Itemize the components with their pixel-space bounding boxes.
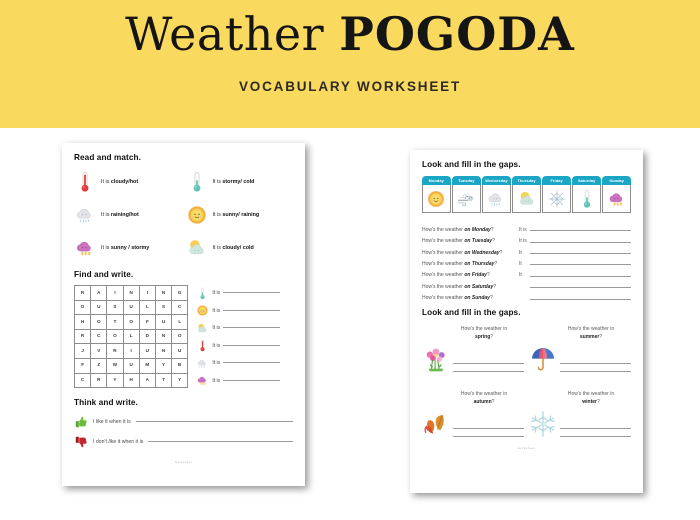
read-and-match-grid [74, 169, 293, 261]
wordsearch-cell[interactable]: C [75, 373, 91, 388]
wordsearch-cell[interactable]: O [172, 329, 188, 344]
seasons-grid [422, 326, 631, 440]
weekday-label: Monday [422, 176, 451, 185]
sun-cloud-icon [517, 189, 537, 209]
weekday-label: Tuesday [452, 176, 481, 185]
thermometer-cold-icon [196, 287, 209, 300]
find-and-write-label: It is [212, 307, 221, 314]
season-cell[interactable] [529, 326, 631, 375]
find-and-write-row [196, 304, 280, 319]
wordsearch-cell[interactable]: O [91, 315, 107, 330]
storm-cloud-icon [74, 236, 96, 260]
storm-cloud-icon [607, 189, 627, 209]
season-answer-line[interactable] [453, 421, 524, 429]
thermometer-cold-icon [577, 189, 597, 209]
umbrella-icon [529, 344, 557, 374]
weekday-question-row [422, 290, 631, 301]
season-answer-blanks[interactable] [560, 421, 631, 439]
wordsearch-cell[interactable]: R [91, 373, 107, 388]
wordsearch-cell[interactable]: H [123, 373, 139, 388]
section-heading-think-and-write: Think and write. [74, 398, 138, 408]
find-and-write-row [196, 321, 280, 336]
wordsearch-row [75, 315, 188, 330]
rain-cloud-icon [74, 203, 96, 227]
weekday-cell[interactable] [512, 176, 541, 213]
find-and-write-row [196, 356, 280, 371]
section-heading-read-and-match: Read and match. [74, 153, 142, 162]
match-item[interactable] [74, 202, 182, 228]
weekday-answer-blank[interactable] [530, 264, 631, 265]
wordsearch-cell[interactable]: N [123, 286, 139, 301]
find-and-write-label: It is [212, 377, 221, 384]
wordsearch-row [75, 344, 188, 359]
wordsearch-cell[interactable]: N [155, 286, 171, 301]
think-dislike-blank[interactable] [148, 441, 293, 442]
wordsearch-cell[interactable]: U [123, 300, 139, 315]
wordsearch-cell[interactable]: J [75, 344, 91, 359]
sun-cloud-icon [186, 236, 208, 260]
wordsearch-cell[interactable]: T [155, 373, 171, 388]
rain-cloud-icon [196, 357, 209, 370]
section-heading-find-and-write: Find and write. [74, 270, 134, 279]
weekday-question-row [422, 267, 631, 278]
weekday-icon-box [512, 185, 541, 213]
wordsearch-cell[interactable]: R [75, 286, 91, 301]
season-answer-blanks[interactable] [560, 356, 631, 374]
weekday-answer-prefix: It [519, 272, 522, 279]
weekdays-table [422, 176, 631, 213]
weekday-label: Thursday [512, 176, 541, 185]
rain-cloud-icon [486, 189, 506, 209]
season-answer-line[interactable] [453, 364, 524, 372]
match-item-label: It is stormy/ cold [212, 179, 255, 185]
think-dislike-label-b: it when it is [116, 439, 144, 446]
weekday-question-text: How's the weather on Wednesday? [422, 249, 503, 256]
season-answer-line[interactable] [453, 356, 524, 364]
wordsearch-cell[interactable]: G [172, 286, 188, 301]
season-answer-line[interactable] [560, 429, 631, 437]
weekday-cell[interactable] [422, 176, 451, 213]
left-page-footer-mark: worksheet [174, 460, 193, 465]
weekday-question-text: How's the weather on Monday? [422, 226, 494, 233]
page-title [125, 6, 575, 64]
snowflake-star-icon [547, 189, 567, 209]
thumbs-up-icon [74, 415, 88, 429]
wordsearch-cell[interactable]: B [172, 358, 188, 373]
think-dislike-label-a: I don't [93, 439, 109, 446]
weekday-question-row [422, 278, 631, 289]
wordsearch-cell[interactable]: I [123, 344, 139, 359]
think-row-dislike [74, 435, 293, 449]
season-question: How's the weather in autumn? [460, 391, 508, 405]
wordsearch-cell[interactable]: O [123, 315, 139, 330]
wordsearch-cell[interactable]: L [172, 315, 188, 330]
wordsearch-cell[interactable]: I [107, 286, 123, 301]
find-and-write-blank[interactable] [223, 310, 280, 311]
thumbs-down-icon [74, 435, 88, 449]
seasons-section [422, 308, 631, 440]
weekday-answer-prefix: It is [519, 238, 527, 245]
weekday-label: Wednesday [482, 176, 511, 185]
weekday-question-text: How's the weather on Saturday? [422, 283, 497, 290]
wordsearch-cell[interactable]: Y [107, 373, 123, 388]
sun-icon [426, 189, 446, 209]
wordsearch-cell[interactable]: O [107, 329, 123, 344]
weekday-question-row [422, 221, 631, 232]
weekday-cell[interactable] [482, 176, 511, 213]
wordsearch-cell[interactable]: U [139, 344, 155, 359]
wordsearch-cell[interactable]: Z [91, 358, 107, 373]
wordsearch-cell[interactable]: R [107, 344, 123, 359]
find-and-write-blank[interactable] [223, 345, 280, 346]
worksheet-page-right[interactable] [410, 150, 643, 493]
wordsearch-cell[interactable]: M [139, 358, 155, 373]
think-and-write-area [74, 415, 293, 449]
sun-icon [186, 203, 208, 227]
weekday-question-row [422, 233, 631, 244]
weekday-cell[interactable] [452, 176, 481, 213]
find-and-write-label: It is [212, 342, 221, 349]
wordsearch-row [75, 286, 188, 301]
right-page-footer-mark: worksheet [517, 446, 536, 451]
match-item[interactable] [74, 235, 182, 261]
wordsearch-cell[interactable]: L [139, 300, 155, 315]
find-and-write-blank[interactable] [223, 362, 280, 363]
wordsearch-cell[interactable]: L [123, 329, 139, 344]
match-item[interactable] [186, 169, 294, 195]
wordsearch-cell[interactable]: V [91, 344, 107, 359]
match-item[interactable] [186, 202, 294, 228]
think-like-label: I like it when it is [93, 419, 131, 426]
weekday-question-text: How's the weather on Friday? [422, 272, 490, 279]
wordsearch-cell[interactable]: U [123, 358, 139, 373]
header-banner [0, 0, 700, 128]
wordsearch-row [75, 329, 188, 344]
wordsearch-cell[interactable]: U [155, 315, 171, 330]
worksheet-page-left[interactable] [62, 143, 305, 486]
weekday-question-text: How's the weather on Thursday? [422, 260, 498, 267]
wordsearch-cell[interactable]: H [75, 315, 91, 330]
find-and-write-row [196, 374, 280, 389]
weekday-answer-blank[interactable] [530, 276, 631, 277]
weekday-answer-prefix: It [519, 249, 522, 256]
wordsearch-cell[interactable]: U [91, 300, 107, 315]
sun-icon [196, 304, 209, 317]
wordsearch-row [75, 358, 188, 373]
wordsearch-cell[interactable]: N [155, 344, 171, 359]
find-and-write-label: It is [212, 360, 221, 367]
season-answer-line[interactable] [560, 356, 631, 364]
wordsearch-row [75, 300, 188, 315]
season-answer-line[interactable] [560, 364, 631, 372]
find-and-write-label: It is [212, 290, 221, 297]
windy-icon [456, 189, 476, 209]
season-cell[interactable] [422, 326, 524, 375]
storm-cloud-icon [196, 374, 209, 387]
weekday-answer-blank[interactable] [530, 253, 631, 254]
weekday-label: Friday [542, 176, 571, 185]
find-and-write-row [196, 286, 280, 301]
weekday-cell[interactable] [542, 176, 571, 213]
weekday-answer-blank[interactable] [530, 299, 631, 300]
wordsearch-cell[interactable]: T [107, 315, 123, 330]
wordsearch-cell[interactable]: A [91, 286, 107, 301]
find-and-write-blank[interactable] [223, 327, 280, 328]
find-and-write-row [196, 339, 280, 354]
wordsearch-cell[interactable]: C [91, 329, 107, 344]
thermometer-cold-icon [186, 170, 208, 194]
weekday-answer-blank[interactable] [530, 242, 631, 243]
wordsearch-cell[interactable]: U [172, 344, 188, 359]
flowers-icon [422, 344, 450, 374]
match-item[interactable] [74, 169, 182, 195]
wordsearch-cell[interactable]: C [172, 300, 188, 315]
wordsearch-cell[interactable]: Y [155, 358, 171, 373]
wordsearch-cell[interactable]: A [139, 373, 155, 388]
page-subtitle: VOCABULARY WORKSHEET [238, 78, 461, 94]
weekday-answer-prefix: It is [519, 226, 527, 233]
season-answer-line[interactable] [453, 429, 524, 437]
weekday-question-row [422, 256, 631, 267]
season-question: How's the weather in spring? [460, 326, 508, 340]
season-answer-blanks[interactable] [453, 356, 524, 374]
wordsearch-cell[interactable]: Y [172, 373, 188, 388]
thermometer-hot-icon [74, 170, 96, 194]
weekday-answer-prefix: It [519, 260, 522, 267]
find-and-write-area [74, 285, 293, 388]
think-like-blank[interactable] [136, 421, 293, 422]
wordsearch-grid[interactable] [74, 285, 188, 388]
weekday-icon-box [572, 185, 601, 213]
snowflake-icon [529, 409, 557, 439]
think-row-like [74, 415, 293, 429]
find-and-write-blank[interactable] [223, 380, 280, 381]
weekday-icon-box [482, 185, 511, 213]
weekday-question-text: How's the weather on Tuesday? [422, 238, 495, 245]
weekday-question-text: How's the weather on Sunday? [422, 295, 493, 302]
think-dislike-label [93, 439, 143, 445]
find-and-write-blank[interactable] [223, 292, 280, 293]
weekday-icon-box [602, 185, 631, 213]
match-item-label: It is cloudy/hot [101, 179, 139, 185]
weekday-icon-box [422, 185, 451, 213]
section-heading-look-and-fill-seasons: Look and fill in the gaps. [422, 308, 521, 318]
match-item-label: It is raining/hot [101, 212, 139, 218]
weekday-label: Sunday [602, 176, 631, 185]
wordsearch-cell[interactable]: S [155, 300, 171, 315]
season-question: How's the weather in winter? [567, 391, 615, 405]
weekday-icon-box [542, 185, 571, 213]
weekday-question-row [422, 244, 631, 255]
match-item[interactable] [186, 235, 294, 261]
page-title-bold: POGODA [339, 7, 575, 61]
weekday-label: Saturday [572, 176, 601, 185]
weekday-cell[interactable] [572, 176, 601, 213]
wordsearch-cell[interactable]: R [75, 329, 91, 344]
season-answer-line[interactable] [560, 421, 631, 429]
wordsearch-cell[interactable]: W [107, 358, 123, 373]
season-cell[interactable] [422, 391, 524, 440]
weekday-icon-box [452, 185, 481, 213]
season-cell[interactable] [529, 391, 631, 440]
sun-cloud-icon [196, 322, 209, 335]
match-item-label: It is sunny/ raining [212, 212, 260, 218]
think-dislike-label-i: like [108, 439, 117, 446]
wordsearch-cell[interactable]: N [155, 329, 171, 344]
match-item-label: It is cloudy/ cold [212, 245, 254, 251]
wordsearch-cell[interactable]: F [139, 315, 155, 330]
season-question: How's the weather in summer? [567, 326, 615, 340]
page-title-light: Weather [125, 7, 340, 61]
wordsearch-row [75, 373, 188, 388]
leaves-icon [422, 409, 450, 439]
find-and-write-label: It is [212, 325, 221, 332]
wordsearch-cell[interactable]: O [75, 300, 91, 315]
find-and-write-answers [196, 285, 280, 388]
match-item-label: It is sunny / stormy [101, 245, 150, 251]
weekday-cell[interactable] [602, 176, 631, 213]
wordsearch-cell[interactable]: S [107, 300, 123, 315]
wordsearch-cell[interactable]: D [139, 329, 155, 344]
wordsearch-cell[interactable]: I [139, 286, 155, 301]
weekday-answer-blank[interactable] [530, 230, 631, 231]
weekday-questions-list [422, 221, 631, 301]
thermometer-hot-icon [196, 339, 209, 352]
section-heading-look-and-fill-days: Look and fill in the gaps. [422, 160, 521, 169]
season-answer-blanks[interactable] [453, 421, 524, 439]
weekday-answer-blank[interactable] [530, 287, 631, 288]
wordsearch-cell[interactable]: F [75, 358, 91, 373]
